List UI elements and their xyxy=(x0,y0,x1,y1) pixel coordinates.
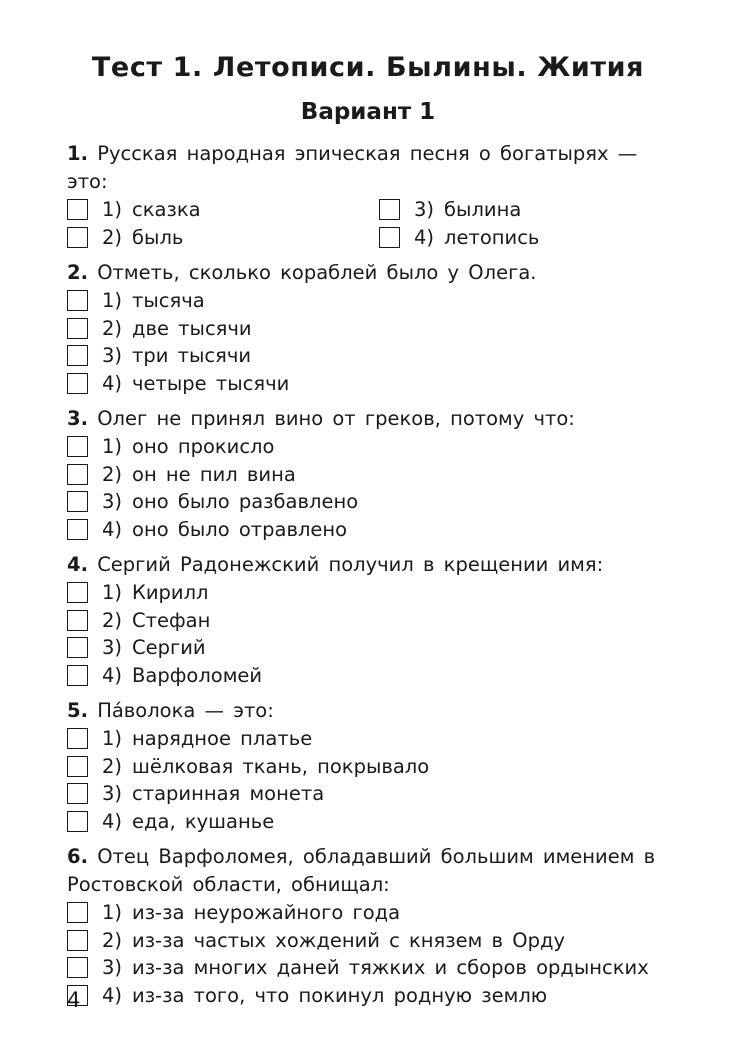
option-number: 2) xyxy=(102,316,123,340)
option-number: 1) xyxy=(102,901,123,925)
question-text xyxy=(67,259,672,287)
option-number: 3) xyxy=(102,636,123,660)
answer-option[interactable] xyxy=(67,516,672,544)
option-number: 2) xyxy=(102,462,123,486)
answer-checkbox[interactable] xyxy=(67,345,88,366)
answer-option[interactable] xyxy=(67,579,672,607)
answer-options xyxy=(67,196,672,251)
answer-checkbox[interactable] xyxy=(67,373,88,394)
option-number: 1) xyxy=(102,727,123,751)
answer-options xyxy=(67,899,672,1009)
answer-checkbox[interactable] xyxy=(67,436,88,457)
question-body: Отметь, сколько кораблей было у Олега. xyxy=(97,261,537,284)
answer-option[interactable] xyxy=(67,488,672,516)
option-number: 2) xyxy=(102,608,123,632)
option-text: из-за частых хождений с князем в Орду xyxy=(132,928,565,952)
question-5 xyxy=(67,697,672,835)
option-text: Варфоломей xyxy=(132,663,263,687)
option-number: 4) xyxy=(102,371,123,395)
option-text: тысяча xyxy=(132,289,205,313)
answer-option[interactable] xyxy=(67,927,672,955)
option-text: старинная монета xyxy=(132,782,325,806)
option-text: шёлковая ткань, покрывало xyxy=(132,754,430,778)
option-number: 3) xyxy=(414,198,435,222)
answer-option[interactable] xyxy=(67,954,672,982)
answer-checkbox[interactable] xyxy=(67,491,88,512)
page-number: 4 xyxy=(67,988,81,1012)
answer-options xyxy=(67,433,672,543)
option-number: 3) xyxy=(102,782,123,806)
question-body: Русская народная эпическая песня о богатырях — это: xyxy=(67,142,638,193)
answer-checkbox[interactable] xyxy=(379,227,400,248)
option-number: 1) xyxy=(102,198,123,222)
answer-option[interactable] xyxy=(67,808,672,836)
answer-option[interactable] xyxy=(67,433,672,461)
answer-option[interactable] xyxy=(67,196,379,224)
option-number: 4) xyxy=(102,983,123,1007)
option-number: 2) xyxy=(102,928,123,952)
answer-checkbox[interactable] xyxy=(67,957,88,978)
answer-options xyxy=(67,579,672,689)
question-1 xyxy=(67,140,672,251)
answer-checkbox[interactable] xyxy=(67,318,88,339)
answer-option[interactable] xyxy=(67,662,672,690)
option-text: нарядное платье xyxy=(132,727,313,751)
question-text xyxy=(67,551,672,579)
option-number: 1) xyxy=(102,289,123,313)
option-text: он не пил вина xyxy=(132,462,296,486)
question-number: 5. xyxy=(67,699,88,722)
option-number: 1) xyxy=(102,581,123,605)
option-text: Кирилл xyxy=(132,581,209,605)
question-6 xyxy=(67,843,672,1009)
answer-option[interactable] xyxy=(67,753,672,781)
option-text: былина xyxy=(444,198,522,222)
option-number: 4) xyxy=(102,663,123,687)
question-body: Па́волока — это: xyxy=(97,699,274,722)
option-number: 3) xyxy=(102,956,123,980)
option-text: Сергий xyxy=(132,636,206,660)
answer-checkbox[interactable] xyxy=(67,665,88,686)
answer-option[interactable] xyxy=(67,725,672,753)
variant-subtitle: Вариант 1 xyxy=(300,99,436,125)
answer-checkbox[interactable] xyxy=(67,464,88,485)
option-number: 1) xyxy=(102,435,123,459)
question-number: 6. xyxy=(67,845,88,868)
answer-checkbox[interactable] xyxy=(67,227,88,248)
answer-option[interactable] xyxy=(67,461,672,489)
option-number: 4) xyxy=(102,809,123,833)
option-text: оно было отравлено xyxy=(132,517,348,541)
option-text: четыре тысячи xyxy=(132,371,290,395)
answer-option[interactable] xyxy=(67,370,672,398)
answer-checkbox[interactable] xyxy=(67,728,88,749)
answer-checkbox[interactable] xyxy=(67,637,88,658)
question-text xyxy=(67,697,672,725)
answer-checkbox[interactable] xyxy=(67,290,88,311)
question-text xyxy=(67,140,672,196)
answer-option[interactable] xyxy=(67,287,672,315)
answer-checkbox[interactable] xyxy=(67,519,88,540)
answer-checkbox[interactable] xyxy=(67,811,88,832)
answer-option[interactable] xyxy=(67,780,672,808)
page-title: Тест 1. Летописи. Былины. Жития xyxy=(91,52,645,83)
option-text: две тысячи xyxy=(132,316,252,340)
answer-checkbox[interactable] xyxy=(67,902,88,923)
answer-checkbox[interactable] xyxy=(379,199,400,220)
answer-options xyxy=(67,725,672,835)
option-text: еда, кушанье xyxy=(132,809,275,833)
answer-option[interactable] xyxy=(67,342,672,370)
answer-options xyxy=(67,287,672,397)
option-number: 4) xyxy=(102,517,123,541)
answer-option[interactable] xyxy=(67,315,672,343)
question-2 xyxy=(67,259,672,397)
option-number: 2) xyxy=(102,754,123,778)
option-number: 2) xyxy=(102,225,123,249)
question-text xyxy=(67,405,672,433)
option-number: 4) xyxy=(414,225,435,249)
option-text: летопись xyxy=(444,225,540,249)
option-text: из-за того, что покинул родную землю xyxy=(132,983,548,1007)
answer-checkbox[interactable] xyxy=(67,199,88,220)
answer-checkbox[interactable] xyxy=(67,930,88,951)
option-number: 3) xyxy=(102,344,123,368)
answer-checkbox[interactable] xyxy=(67,582,88,603)
answer-option[interactable] xyxy=(379,196,679,224)
answer-option[interactable] xyxy=(67,982,672,1010)
option-text: из-за многих даней тяжких и сборов ордынских xyxy=(132,956,649,980)
answer-option[interactable] xyxy=(67,634,672,662)
option-text: три тысячи xyxy=(132,344,252,368)
answer-option[interactable] xyxy=(67,899,672,927)
question-3 xyxy=(67,405,672,543)
option-text: из-за неурожайного года xyxy=(132,901,401,925)
option-text: оно было разбавлено xyxy=(132,490,359,514)
answer-option[interactable] xyxy=(67,224,379,252)
answer-checkbox[interactable] xyxy=(67,783,88,804)
question-number: 1. xyxy=(67,142,88,165)
option-text: сказка xyxy=(132,198,201,222)
question-number: 4. xyxy=(67,553,88,576)
option-number: 3) xyxy=(102,490,123,514)
question-number: 3. xyxy=(67,407,88,430)
answer-option[interactable] xyxy=(67,607,672,635)
question-number: 2. xyxy=(67,261,88,284)
question-body: Отец Варфоломея, обладавший большим имением в Ростовской области, обнищал: xyxy=(67,845,656,896)
question-body: Олег не принял вино от греков, потому что: xyxy=(97,407,575,430)
question-body: Сергий Радонежский получил в крещении имя: xyxy=(97,553,604,576)
answer-checkbox[interactable] xyxy=(67,756,88,777)
option-text: Стефан xyxy=(132,608,211,632)
answer-checkbox[interactable] xyxy=(67,610,88,631)
option-text: быль xyxy=(132,225,184,249)
option-text: оно прокисло xyxy=(132,435,275,459)
question-text xyxy=(67,843,672,899)
questions-list xyxy=(67,140,672,1017)
question-4 xyxy=(67,551,672,689)
answer-option[interactable] xyxy=(379,224,679,252)
